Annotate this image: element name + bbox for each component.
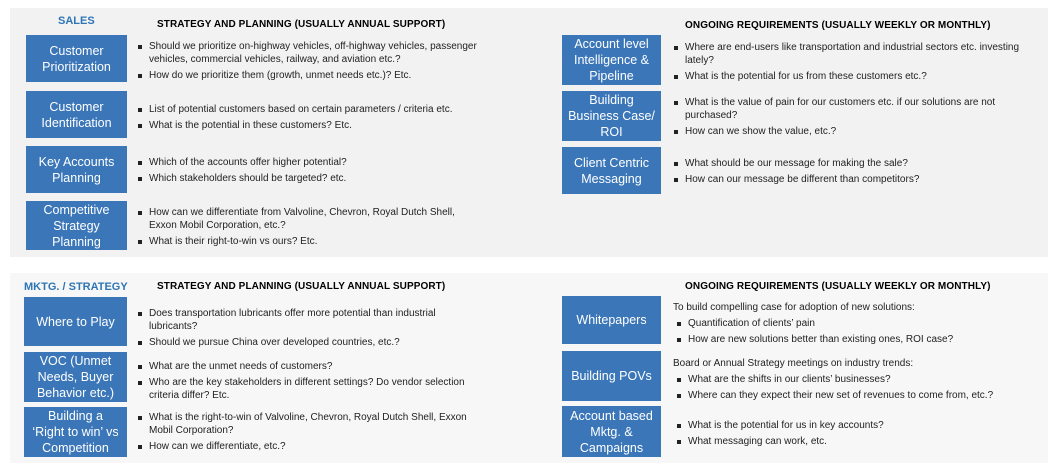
whitepapers-list [677,317,1037,349]
sales-ongoing-heading: ONGOING REQUIREMENTS (USUALLY WEEKLY OR MONTHLY) [685,20,991,31]
list-item: What is the value of pain for our customers etc. if our solutions are not purchased? [674,96,1034,122]
list-item: What are the unmet needs of customers? [138,360,483,373]
list-item: What should be our message for making the sale? [674,157,1034,170]
list-item: Should we prioritize on-highway vehicles, off-highway vehicles, passenger vehicles, commercial vehicles, railway, and aviation etc.? [138,40,483,66]
customer-identification-list [138,103,498,135]
key-accounts-planning-list [138,156,498,188]
competitive-strategy-planning-box: Competitive Strategy Planning [26,201,127,250]
right-to-win-list [138,411,483,456]
list-item: Does transportation lubricants offer more potential than industrial lubricants? [138,307,483,333]
sales-section-label: SALES [58,15,95,27]
mktg-strategy-heading: STRATEGY AND PLANNING (USUALLY ANNUAL SUPPORT) [157,281,446,292]
list-item: Should we pursue China over developed countries, etc.? [138,336,483,349]
customer-prioritization-box: Customer Prioritization [26,35,127,82]
building-povs-list [677,373,1047,405]
building-business-case-list [674,96,1034,141]
building-business-case-box: Building Business Case/ ROI [562,91,661,141]
list-item: What is the potential for us from these customers etc.? [674,70,1029,83]
list-item: What are the shifts in our clients’ businesses? [677,373,1047,386]
list-item: Where are end-users like transportation and industrial sectors etc. investing lately? [674,41,1029,67]
client-centric-messaging-list [674,157,1034,189]
customer-identification-box: Customer Identification [26,91,127,138]
mktg-section-label: MKTG. / STRATEGY [24,281,128,293]
sales-strategy-heading: STRATEGY AND PLANNING (USUALLY ANNUAL SUPPORT) [157,19,446,30]
list-item: What is the right-to-win of Valvoline, Chevron, Royal Dutch Shell, Exxon Mobil Corporation? [138,411,483,437]
customer-prioritization-list [138,40,483,85]
list-item: Where can they expect their new set of revenues to come from, etc.? [677,389,1047,402]
list-item: Who are the key stakeholders in different settings? Do vendor selection criteria differ? Etc. [138,376,483,402]
key-accounts-planning-box: Key Accounts Planning [26,146,127,193]
list-item: List of potential customers based on certain parameters / criteria etc. [138,103,498,116]
list-item: How can we differentiate, etc.? [138,440,483,453]
list-item: Quantification of clients’ pain [677,317,1037,330]
right-to-win-box: Building a ‘Right to win’ vs Competition [24,407,127,457]
where-to-play-list [138,307,483,352]
list-item: How can we show the value, etc.? [674,125,1034,138]
list-item: How can we differentiate from Valvoline, Chevron, Royal Dutch Shell, Exxon Mobil Corporation, etc.? [138,206,483,232]
where-to-play-box: Where to Play [24,297,127,346]
client-centric-messaging-box: Client Centric Messaging [562,147,661,194]
list-item: What is their right-to-win vs ours? Etc. [138,235,483,248]
whitepapers-box: Whitepapers [562,296,661,344]
list-item: What messaging can work, etc. [677,435,1037,448]
list-item: What is the potential for us in key accounts? [677,419,1037,432]
account-level-intelligence-box: Account level Intelligence & Pipeline [562,35,661,85]
whitepapers-intro: To build compelling case for adoption of new solutions: [673,302,915,313]
list-item: What is the potential in these customers? Etc. [138,119,498,132]
account-based-marketing-box: Account based Mktg. & Campaigns [562,406,661,457]
voc-list [138,360,483,405]
list-item: How are new solutions better than existing ones, ROI case? [677,333,1037,346]
mktg-ongoing-heading: ONGOING REQUIREMENTS (USUALLY WEEKLY OR MONTHLY) [685,281,991,292]
list-item: Which stakeholders should be targeted? etc. [138,172,498,185]
list-item: How do we prioritize them (growth, unmet needs etc.)? Etc. [138,69,483,82]
account-level-intelligence-list [674,41,1029,86]
building-povs-intro: Board or Annual Strategy meetings on industry trends: [673,358,914,369]
list-item: Which of the accounts offer higher potential? [138,156,498,169]
list-item: How can our message be different than competitors? [674,173,1034,186]
competitive-strategy-planning-list [138,206,483,251]
account-based-marketing-list [677,419,1037,451]
voc-box: VOC (Unmet Needs, Buyer Behavior etc.) [24,352,127,402]
building-povs-box: Building POVs [562,351,661,401]
